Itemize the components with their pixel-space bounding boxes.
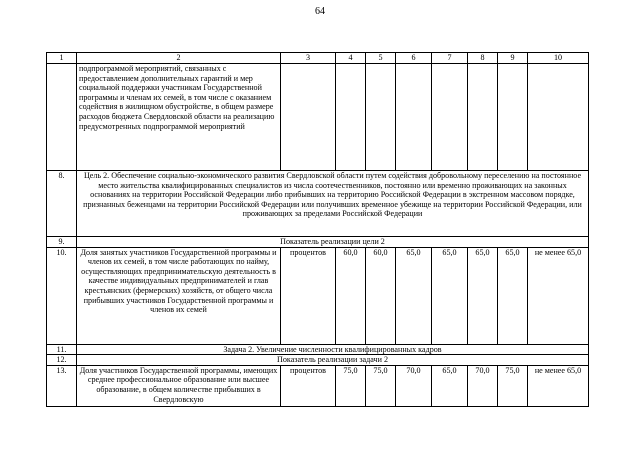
table-row [47, 365, 589, 406]
column-header: 2 [77, 53, 281, 64]
empty-cell [366, 64, 396, 171]
column-header: 7 [432, 53, 468, 64]
empty-cell [468, 64, 498, 171]
column-header: 8 [468, 53, 498, 64]
column-header: 3 [281, 53, 336, 64]
value-cell: 65,0 [396, 247, 432, 344]
row-number: 11. [47, 344, 77, 355]
table-row [47, 171, 589, 237]
indicator-text: подпрограммой мероприятий, связанных с предоставлением дополнительных гарантий и мер социальной поддержки участникам Государственной программы и членам их семей, в том числе с оказанием содействия в жилищном обустройстве, в общем размере расходов бюджета Свердловской области на реализацию предусмотренных подпрограммой мероприятий [77, 64, 281, 171]
empty-cell [396, 64, 432, 171]
value-cell: 65,0 [432, 365, 468, 406]
unit-cell: процентов [281, 247, 336, 344]
empty-cell [528, 64, 589, 171]
goal-text: Цель 2. Обеспечение социально-экономического развития Свердловской области путем содействия добровольному переселению на постоянное место жительства квалифицированных специалистов из числа соотечественников, постоянно или временно проживающих на законных основаниях на территории Российской Федерации либо прибывших на территорию Российской Федерации в экстренном массовом порядке, признанных беженцами на территории Российской Федерации или получивших временное убежище на территории Российской Федерации, или проживающих за пределами Российской Федерации [77, 171, 589, 237]
table-row [47, 344, 589, 355]
table-row [47, 237, 589, 248]
column-header: 1 [47, 53, 77, 64]
value-cell: 65,0 [432, 247, 468, 344]
empty-cell [336, 64, 366, 171]
row-number: 13. [47, 365, 77, 406]
value-cell: 60,0 [366, 247, 396, 344]
value-cell: 75,0 [498, 365, 528, 406]
section-heading: Показатель реализации задачи 2 [77, 355, 589, 366]
page-number: 64 [315, 6, 325, 17]
value-cell: 75,0 [366, 365, 396, 406]
empty-cell [281, 64, 336, 171]
column-header: 4 [336, 53, 366, 64]
value-cell: 60,0 [336, 247, 366, 344]
value-cell: 70,0 [396, 365, 432, 406]
column-header: 9 [498, 53, 528, 64]
target-cell: не менее 65,0 [528, 247, 589, 344]
row-number: 8. [47, 171, 77, 237]
indicator-text: Доля занятых участников Государственной программы и членов их семей, в том числе работающих по найму, осуществляющих предпринимательскую деятельность в качестве индивидуальных предпринимателей и глав крестьянских (фермерских) хозяйств, от общего числа прибывших участников Государственной программы и членов их семей [77, 247, 281, 344]
target-cell: не менее 65,0 [528, 365, 589, 406]
row-number: 12. [47, 355, 77, 366]
table-row [47, 355, 589, 366]
value-cell: 75,0 [336, 365, 366, 406]
empty-cell [432, 64, 468, 171]
empty-cell [498, 64, 528, 171]
row-number: 9. [47, 237, 77, 248]
table-row [47, 64, 589, 171]
value-cell: 70,0 [468, 365, 498, 406]
row-number: 10. [47, 247, 77, 344]
unit-cell: процентов [281, 365, 336, 406]
value-cell: 65,0 [468, 247, 498, 344]
column-number-row [47, 53, 589, 64]
task-heading: Задача 2. Увеличение численности квалифицированных кадров [77, 344, 589, 355]
column-header: 10 [528, 53, 589, 64]
indicators-table [46, 52, 589, 407]
indicator-text: Доля участников Государственной программы, имеющих среднее профессиональное образование или высшее образование, в общем количестве прибывших в Свердловскую [77, 365, 281, 406]
column-header: 5 [366, 53, 396, 64]
section-heading: Показатель реализации цели 2 [77, 237, 589, 248]
value-cell: 65,0 [498, 247, 528, 344]
column-header: 6 [396, 53, 432, 64]
table-row [47, 247, 589, 344]
row-number [47, 64, 77, 171]
